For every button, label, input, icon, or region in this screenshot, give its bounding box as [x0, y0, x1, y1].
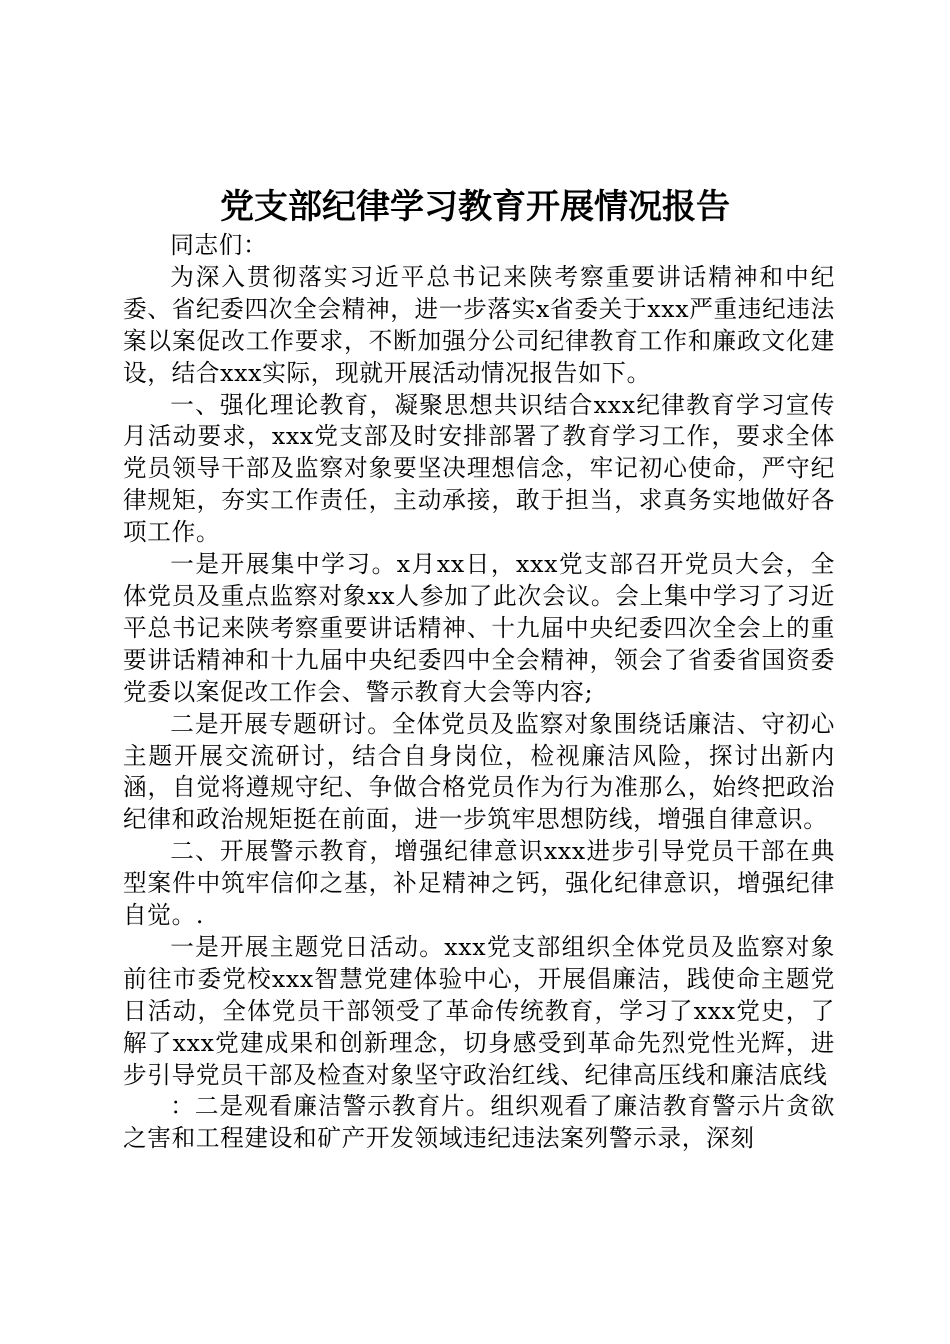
- paragraph-intro: 为深入贯彻落实习近平总书记来陕考察重要讲话精神和中纪委、省纪委四次全会精神，进一步落实x省委关于xxx严重违纪违法案以案促改工作要求，不断加强分公司纪律教育工作和廉政文化建设，结合xxx实际，现就开展活动情况报告如下。: [123, 262, 835, 387]
- paragraph-section-2: 二、开展警示教育，增强纪律意识xxx进步引导党员干部在典型案件中筑牢信仰之基，补足精神之钙，强化纪律意识，增强纪律自觉。.: [123, 837, 835, 930]
- salutation: 同志们：: [170, 231, 268, 259]
- document-title: 党支部纪律学习教育开展情况报告: [220, 187, 730, 227]
- paragraph-concentrated-study: 一是开展集中学习。x月xx日，xxx党支部召开党员大会，全体党员及重点监察对象xx人参加了此次会议。会上集中学习了习近平总书记来陕考察重要讲话精神、十九届中央纪委四次全会上的重要讲话精神和十九届中央纪委四中全会精神，领会了省委省国资委党委以案促改工作会、警示教育大会等内容;: [123, 550, 835, 706]
- paragraph-section-1: 一、强化理论教育，凝聚思想共识结合xxx纪律教育学习宣传月活动要求，xxx党支部及时安排部署了教育学习工作，要求全体党员领导干部及监察对象要坚决理想信念，牢记初心使命，严守纪律规矩，夯实工作责任，主动承接，敢于担当，求真务实地做好各项工作。: [123, 390, 835, 547]
- paragraph-warning-film: ：二是观看廉洁警示教育片。组织观看了廉洁教育警示片贪欲之害和工程建设和矿产开发领域违纪违法案列警示录，深刻: [123, 1092, 835, 1153]
- paragraph-party-day: 一是开展主题党日活动。xxx党支部组织全体党员及监察对象前往市委党校xxx智慧党建体验中心，开展倡廉洁，践使命主题党日活动，全体党员干部领受了革命传统教育，学习了xxx党史，了解了xxx党建成果和创新理念，切身感受到革命先烈党性光辉，进步引导党员干部及检查对象坚守政治红线、纪律高压线和廉洁底线: [123, 932, 835, 1089]
- paragraph-special-seminar: 二是开展专题研讨。全体党员及监察对象围绕话廉洁、守初心主题开展交流研讨，结合自身岗位，检视廉洁风险，探讨出新内涵，自觉将遵规守纪、争做合格党员作为行为准那么，始终把政治纪律和政治规矩挺在前面，进一步筑牢思想防线，增强自律意识。: [123, 709, 835, 834]
- document-body: [123, 230, 835, 1155]
